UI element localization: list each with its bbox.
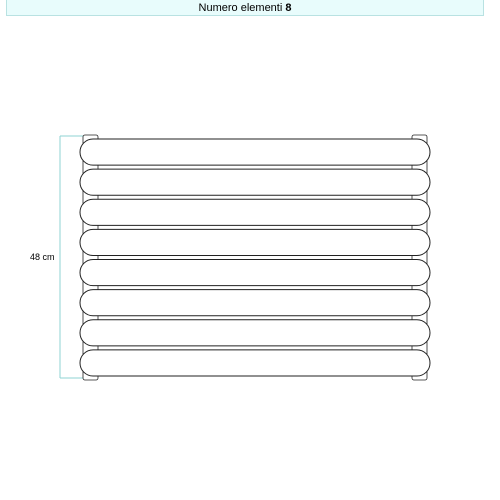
radiator-element <box>80 229 430 255</box>
radiator-element <box>80 169 430 195</box>
radiator-element <box>80 290 430 316</box>
radiator-elements <box>80 139 430 376</box>
height-dimension <box>30 136 86 378</box>
height-dimension-label: 48 cm <box>30 252 55 262</box>
element-count-value: 8 <box>285 1 292 14</box>
radiator-element <box>80 139 430 165</box>
radiator-element <box>80 350 430 376</box>
radiator-element <box>80 260 430 286</box>
element-count-label: Numero elementi <box>198 1 283 14</box>
radiator-element <box>80 199 430 225</box>
radiator-element <box>80 320 430 346</box>
